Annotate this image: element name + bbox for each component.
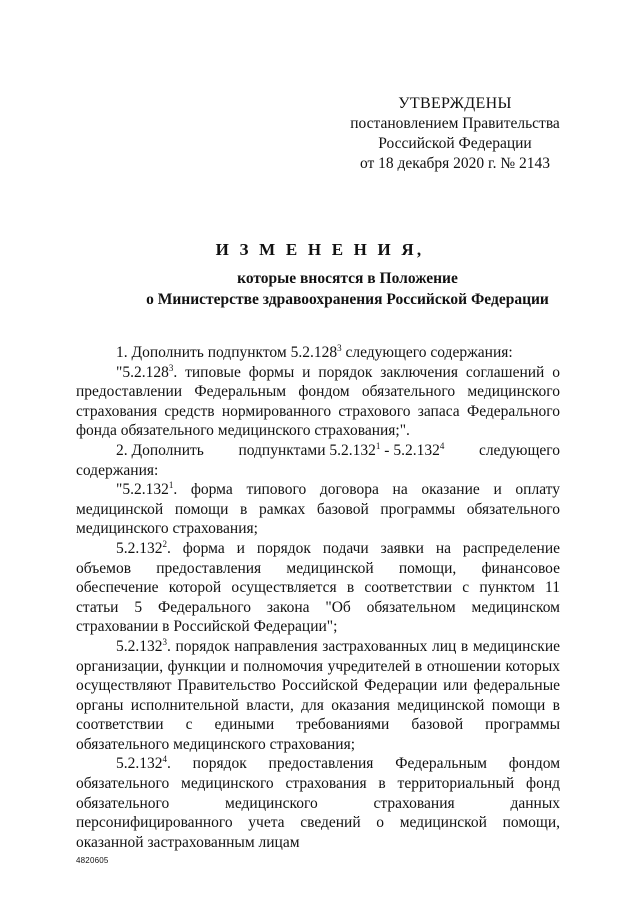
- p2-part-a: 2. Дополнить: [116, 441, 204, 459]
- subtitle-line-1: которые вносятся в Положение: [237, 270, 458, 287]
- subitem-5-2-132-1: [76, 480, 560, 539]
- p1-text: 1. Дополнить подпунктом 5.2.128: [116, 344, 338, 361]
- q1-text: . типовые формы и порядок заключения соглашений о предоставлении Федеральным фондом обязательного медицинского страхования средств нормированного страхового запаса Федерального фонда обязательного медицинского страхования;".: [76, 363, 560, 440]
- subitem-5-2-132-3: [76, 637, 560, 755]
- s1-text: . форма типового договора на оказание и оплату медицинской помощи в рамках базовой программы обязательного медицинского страхования;: [76, 481, 560, 538]
- p2-b-sup2: 4: [439, 440, 445, 451]
- s2-sup: 2: [162, 538, 167, 549]
- paragraph-2: [76, 441, 560, 480]
- p2-b-sup1: 1: [375, 440, 381, 451]
- s1-sup: 1: [168, 480, 174, 491]
- s3-number: 5.2.132: [116, 637, 163, 655]
- approval-stamp: [340, 94, 570, 174]
- s4-text: . порядок предоставления Федеральным фондом обязательного медицинского страхования в территориальный фонд обязательного медицинского страхования данных персонифицированного учета сведений о медицинской помощи, оказанной застрахованным лицам: [76, 755, 560, 851]
- q1-number: "5.2.128: [116, 363, 169, 381]
- s4-number: 5.2.132: [116, 755, 163, 773]
- document-subtitle: [0, 268, 640, 310]
- p2-b-text: подпунктами 5.2.132: [238, 441, 376, 459]
- document-title: И З М Е Н Е Н И Я,: [215, 240, 425, 259]
- s4-sup: 4: [162, 754, 167, 765]
- approval-line-date: от 18 декабря 2020 г. № 2143: [359, 155, 551, 172]
- p2-part-d: содержания:: [76, 461, 159, 479]
- p2-b-mid: - 5.2.132: [380, 441, 440, 459]
- p1-sup: 3: [337, 343, 342, 353]
- approval-line-decree: постановлением Правительства: [350, 115, 560, 132]
- s2-text: . форма и порядок подачи заявки на распределение объемов предоставления медицинской помощи, финансовое обеспечение которой осуществляется в соответствии с пунктом 11 статьи 5 Федерального закона "Об обязательном медицинском страховании в Российской Федерации";: [76, 539, 560, 636]
- q1-sup: 3: [168, 362, 174, 373]
- p2-part-b: [238, 441, 444, 461]
- subtitle-line-2: о Министерстве здравоохранения Российской Федерации: [146, 291, 549, 308]
- approval-line-country: Российской Федерации: [378, 135, 532, 152]
- subitem-5-2-132-2: [76, 539, 560, 637]
- quoted-item-5-2-128: [76, 363, 560, 441]
- s3-sup: 3: [162, 636, 167, 647]
- p2-part-c: следующего: [478, 441, 560, 459]
- document-body: [76, 343, 560, 852]
- subitem-5-2-132-4: [76, 754, 560, 852]
- s2-number: 5.2.132: [116, 539, 163, 557]
- document-code: 4820605: [76, 856, 109, 865]
- paragraph-1: [76, 343, 560, 363]
- s1-number: "5.2.132: [116, 481, 169, 499]
- approval-heading: УТВЕРЖДЕНЫ: [398, 95, 512, 112]
- paragraph-2-line: [76, 441, 560, 461]
- p1-text-end: следующего содержания:: [341, 344, 513, 361]
- s3-text: . порядок направления застрахованных лиц в медицинские организации, функции и полномочия учредителей в отношении которых осуществляют Правительство Российской Федерации или федеральные органы исполнительной власти, для оказания медицинской помощи в соответствии с едиными требованиями базовой программы обязательного медицинского страхования;: [76, 637, 560, 753]
